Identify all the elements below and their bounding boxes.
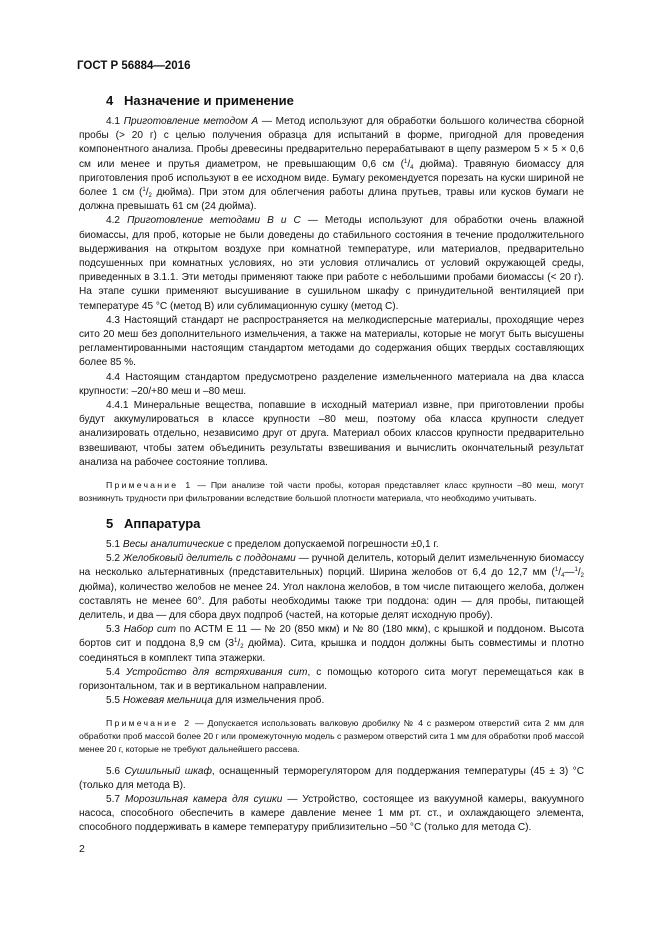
clause-5-5-term: Ножевая мельница: [122, 695, 213, 707]
clause-4-2: [79, 214, 584, 313]
clause-5-6: [79, 765, 584, 793]
clause-4-2-number: 4.2: [106, 215, 121, 227]
clause-5-7-term: Морозильная камера для сушки: [125, 793, 283, 805]
clause-5-6-number: 5.6: [106, 765, 121, 777]
clause-5-6-text: , оснащенный терморегулятором для поддержания температуры (45 ± 3) °С (только для метода В).: [79, 765, 585, 791]
clause-4-2-term: Приготовление методами В и С: [127, 215, 301, 227]
range-dash: —: [564, 567, 575, 579]
clause-4-4-1-text: Минеральные вещества, попавшие в исходный материал извне, при приготовлении пробы будут аккумулироваться в классе крупности –80 меш, поэтому оба класса крупности следует анализировать отдельно, независимо друг от друга. Материал обоих классов крупности предварительно взвешивают, чтобы затем объединить результаты взвешивания и вычислить окончательный результат анализа на рабочее состояние топлива.: [79, 400, 584, 468]
fraction-denominator: 2: [240, 644, 244, 651]
fraction-denominator: 2: [580, 573, 584, 580]
clause-5-4-term: Устройство для встряхивания сит: [126, 666, 308, 678]
fraction-denominator: 2: [148, 193, 152, 200]
clause-4-4-number: 4.4: [106, 371, 121, 383]
note-1-text: — При анализе той части пробы, которая представляет класс крупности –80 меш, могут возникнуть трудности при фильтровании вследствие большой плотности материала, что необходимо учитывать.: [79, 480, 584, 503]
clause-5-3-number: 5.3: [106, 624, 121, 636]
fraction-denominator: 4: [561, 573, 565, 580]
clause-5-6-term: Сушильный шкаф: [124, 765, 212, 777]
note-2-label: Примечание 2: [106, 718, 192, 729]
clause-4-4-1-number: 4.4.1: [106, 400, 129, 412]
clause-5-2: 5.2 Желобковый делитель с поддонами — ручной делитель, который делит измельченную биомассу на несколько альтернативных (представительных) порций. Ширина желобов от 6,4 до 12,7 мм ($^1/_4—^1/_2$ дюйма), количество желобов не менее 24. Угол наклона желобов, в том числе питающего желоба, должен составлять не менее 60°. Для работы необходимы также три поддона: один — для пробы, питающей делитель, и два — для сбора двух подпроб (частей, на которые делят исходную пробу).: [79, 553, 584, 622]
clause-5-4-text: , с помощью которого сита могут перемещаться как в горизонтальном, так и в вертикальном направлении.: [79, 666, 584, 693]
clause-5-3: 5.3 Набор сит по ACTM E 11 — № 20 (850 мкм) и № 80 (180 мкм), с крышкой и поддоном. Высота бортов сит и поддона 8,9 см ($3^1/_2$ дюйма). Сита, крышка и поддон должны быть совместимы и плотно соединяться в комплект типа этажерки.: [79, 624, 584, 664]
clause-5-1-number: 5.1: [106, 539, 121, 550]
clause-4-1-text-c: дюйма). При этом для облегчения работы длина прутьев, травы или кусков бумаги не должна превышать 61 см (24 дюйма).: [79, 187, 584, 213]
clause-4-1-text-b: дюйма). Травяную биомассу для приготовления проб используют в ее исходном виде. Бумагу рекомендуется порезать на куски шириной не более 1 см (: [79, 158, 584, 199]
clause-5-2-number: 5.2: [106, 553, 121, 565]
clause-5-2-text-b: дюйма), количество желобов не менее 24. Угол наклона желобов, в том числе питающего желоба, должен составлять не менее 60°. Для работы необходимы также три поддона: один — для пробы, питающей делитель, и два — для сбора двух подпроб (частей, на которые делят исходную пробу).: [79, 581, 584, 622]
note-1: [79, 479, 584, 504]
clause-5-1-text: с пределом допускаемой погрешности ±0,1 г.: [224, 539, 439, 550]
clause-5-7: [79, 793, 584, 836]
clause-5-1-term: Весы аналитические: [122, 539, 225, 550]
standard-designation: ГОСТ Р 56884—2016: [77, 60, 191, 72]
note-1-label: Примечание 1: [106, 480, 193, 491]
note-2: [79, 717, 584, 755]
section-4-number: 4: [106, 93, 114, 108]
clause-4-4: [79, 371, 584, 399]
clause-4-2-text: — Методы используют для обработки очень влажной биомассы, для проб, которые не были доведены до стабильного состояния в течение продолжительного выдерживания на открытом воздухе при комнатной температуре, или материалов, предварительно подсушенных при комнатных условиях, но эти условия отличались от условий окружающей среды, приведенных в 3.1.1. Эти методы применяют также при работе с небольшими пробами биомассы (< 20 г). На этапе сушки применяют высушивание в сушильном шкафу с принудительной вентиляцией при температуре 45 °С (метод В) или сублимационную сушку (метод С).: [79, 215, 585, 312]
clause-5-3-text-b: дюйма). Сита, крышка и поддон должны быть совместимы и плотно соединяться в комплект типа этажерки.: [79, 638, 584, 664]
clause-5-3-text-a: по ACTM E 11 — № 20 (850 мкм) и № 80 (180 мкм), с крышкой и поддоном. Высота бортов сит и поддона 8,9 см (3: [79, 624, 584, 650]
section-5-body: [79, 538, 584, 836]
fraction-numerator: 1: [403, 158, 408, 165]
section-4-title: Назначение и применение: [124, 93, 294, 108]
clause-5-4: [79, 666, 584, 694]
clause-4-4-1: [79, 399, 584, 470]
fraction-denominator: 4: [410, 164, 414, 171]
clause-4-1-term: Приготовление методом А: [123, 116, 259, 127]
fraction-numerator: 1: [234, 638, 238, 645]
clause-5-1: [79, 538, 584, 552]
clause-5-4-number: 5.4: [106, 666, 121, 678]
clause-4-1: 4.1 Приготовление методом А — Метод используют для обработки большого количества сборной пробы (> 20 г) с целью получения образца для испытаний в форме, пригодной для проведения компонентного анализа. Пробы древесины предварительно перерабатывают в щепу размером 5 × 5 × 0,6 см или менее и прутья диаметром, не превышающим 0,6 см ($^1/_4$ дюйма). Травяную биомассу для приготовления проб используют в ее исходном виде. Бумагу рекомендуется порезать на куски шириной не более 1 см ($^1/_2$ дюйма). При этом для облегчения работы длина прутьев, травы или кусков бумаги не должна превышать 61 см (24 дюйма).: [79, 116, 584, 213]
note-2-text: — Допускается использовать валковую дробилку № 4 с размером отверстий сита 2 мм для обработки проб массой более 20 г или промежуточную модель с размером отверстий сита 1 мм для обработки проб массой менее 20 г, которые не требуют дальнейшего рассева.: [79, 718, 584, 754]
section-5-title: Аппаратура: [124, 516, 201, 531]
fraction-numerator: 1: [142, 187, 146, 194]
fraction-numerator: 1: [574, 567, 578, 574]
fraction-numerator: 1: [554, 567, 559, 574]
clause-4-3-text: Настоящий стандарт не распространяется на мелкодисперсные материалы, проходящие через сито 20 меш без дополнительного измельчения, а также на материалы, которые не могут быть высушены регламентированными настоящим стандартом методами до содержания общих твердых составляющих более 85 %.: [79, 314, 584, 369]
clause-5-7-number: 5.7: [106, 793, 121, 805]
clause-5-5-number: 5.5: [106, 695, 121, 707]
section-4-heading: [106, 93, 294, 108]
clause-5-7-text: — Устройство, состоящее из вакуумной камеры, вакуумного насоса, способного обеспечить в камере давление менее 1 мм рт. ст., и охлаждающего элемента, способного поддерживать в камере температуру приблизительно –50 °С (только для метода С).: [79, 793, 584, 834]
section-5-heading: [106, 516, 200, 531]
clause-5-2-text-a: — ручной делитель, который делит измельченную биомассу на несколько альтернативных (представительных) порций. Ширина желобов от 6,4 до 12,7 мм (: [79, 553, 584, 579]
clause-4-3: [79, 314, 584, 371]
clause-5-3-term: Набор сит: [123, 624, 177, 636]
section-5-number: 5: [106, 516, 114, 531]
clause-4-3-number: 4.3: [106, 314, 121, 326]
clause-4-1-number: 4.1: [106, 116, 121, 127]
clause-5-5: [79, 694, 584, 708]
section-4-body: [79, 115, 584, 504]
clause-4-4-text: Настоящим стандартом предусмотрено разделение измельченного материала на два класса крупности: –20/+80 меш и –80 меш.: [79, 371, 584, 397]
clause-5-5-text: для измельчения проб.: [212, 695, 325, 707]
page-number: 2: [79, 843, 85, 855]
clause-5-2-term: Желобковый делитель с поддонами: [123, 553, 296, 565]
clause-4-1-text-a: — Метод используют для обработки большого количества сборной пробы (> 20 г) с целью получения образца для испытаний в форме, пригодной для проведения компонентного анализа. Пробы древесины предварительно перерабатывают в щепу размером 5 × 5 × 0,6 см или менее и прутья диаметром, не превышающим 0,6 см (: [79, 116, 584, 170]
